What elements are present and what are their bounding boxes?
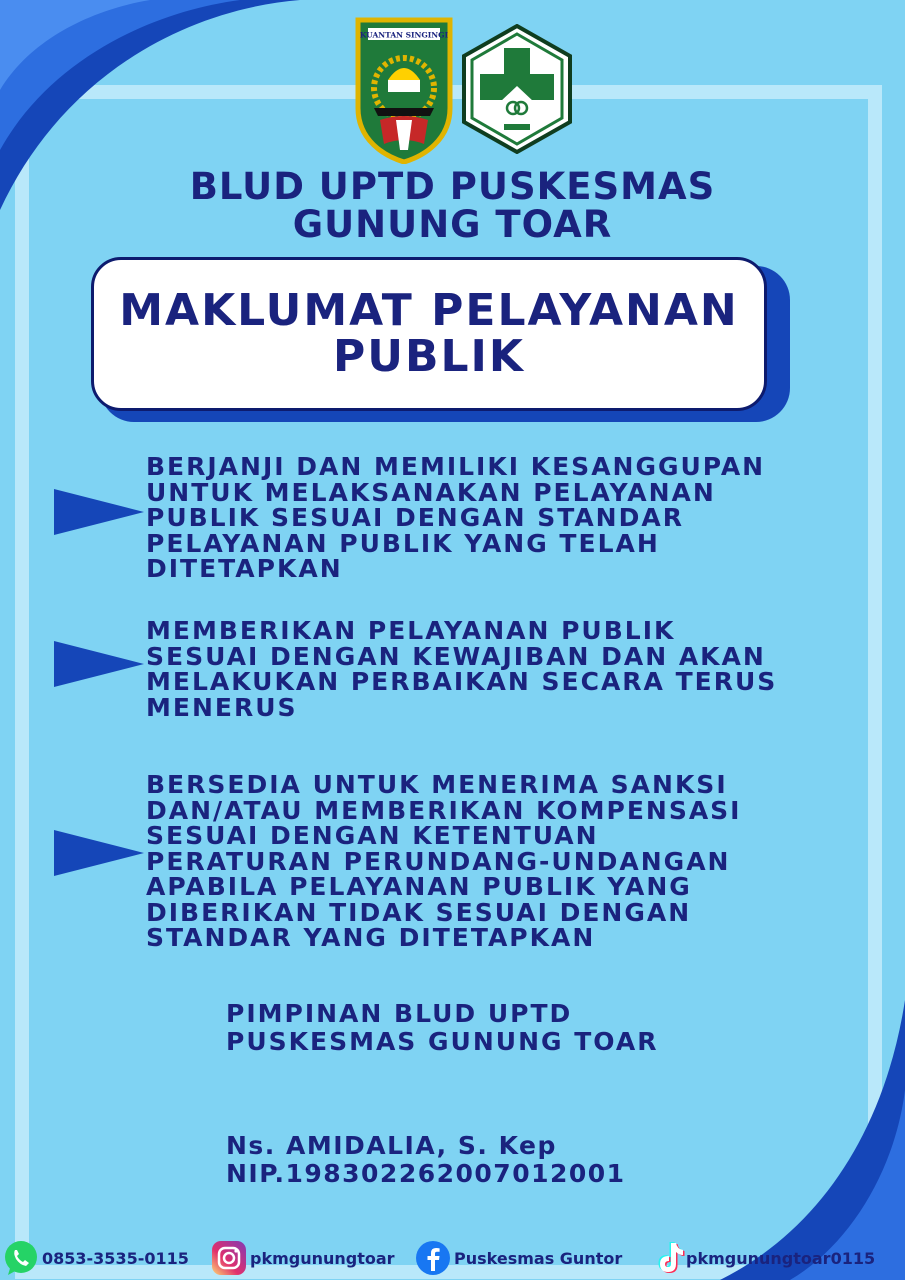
signer-name: Ns. AMIDALIA, S. Kep xyxy=(226,1131,557,1160)
title-box xyxy=(91,257,767,411)
svg-text:KUANTAN SINGINGI: KUANTAN SINGINGI xyxy=(359,30,449,40)
pledge-point-2: MEMBERIKAN PELAYANAN PUBLIK SESUAI DENGAN KEWAJIBAN DAN AKAN MELAKUKAN PERBAIKAN SECARA TERUS MENERUS xyxy=(146,616,778,722)
signer-title: PIMPINAN BLUD UPTD PUSKESMAS GUNUNG TOAR xyxy=(226,999,659,1056)
whatsapp-number: 0853-3535-0115 xyxy=(42,1248,189,1268)
arrow-bullet-icon xyxy=(54,641,144,687)
arrow-bullet-icon xyxy=(54,830,144,876)
facebook-page: Puskesmas Guntor xyxy=(454,1248,623,1268)
organization-name-line2: GUNUNG TOAR xyxy=(292,203,613,246)
signer-nip: NIP.198302262007012001 xyxy=(226,1159,626,1188)
organization-name xyxy=(0,165,905,246)
instagram-contact[interactable] xyxy=(210,1238,395,1278)
whatsapp-contact[interactable] xyxy=(2,1238,189,1278)
page-title-line1: MAKLUMAT PELAYANAN xyxy=(119,285,739,336)
organization-name-line1: BLUD UPTD PUSKESMAS xyxy=(189,165,716,208)
puskesmas-logo-icon xyxy=(460,24,574,154)
tiktok-handle: pkmgunungtoar0115 xyxy=(686,1248,876,1268)
whatsapp-icon xyxy=(2,1239,40,1277)
page-title-line2: PUBLIK xyxy=(332,331,525,382)
kuantan-singingi-emblem-icon xyxy=(354,16,454,164)
tiktok-contact[interactable] xyxy=(652,1238,875,1278)
arrow-bullet-icon xyxy=(54,489,144,535)
pledge-point-3: BERSEDIA UNTUK MENERIMA SANKSI DAN/ATAU MEMBERIKAN KOMPENSASI SESUAI DENGAN KETENTUAN PERATURAN PERUNDANG-UNDANGAN APABILA PELAYANAN PUBLIK YANG DIBERIKAN TIDAK SESUAI DENGAN STANDAR YANG DITETAPKAN xyxy=(146,770,742,952)
instagram-handle: pkmgunungtoar xyxy=(250,1248,395,1268)
facebook-contact[interactable] xyxy=(414,1238,622,1278)
instagram-icon xyxy=(210,1239,248,1277)
logos xyxy=(354,16,574,166)
signer-block xyxy=(226,1132,626,1188)
footer-contacts xyxy=(0,1236,905,1280)
pledge-point-1: BERJANJI DAN MEMILIKI KESANGGUPAN UNTUK MELAKSANAKAN PELAYANAN PUBLIK SESUAI DENGAN STANDAR PELAYANAN PUBLIK YANG TELAH DITETAPKAN xyxy=(146,452,766,583)
facebook-icon xyxy=(414,1239,452,1277)
tiktok-icon xyxy=(652,1239,686,1277)
